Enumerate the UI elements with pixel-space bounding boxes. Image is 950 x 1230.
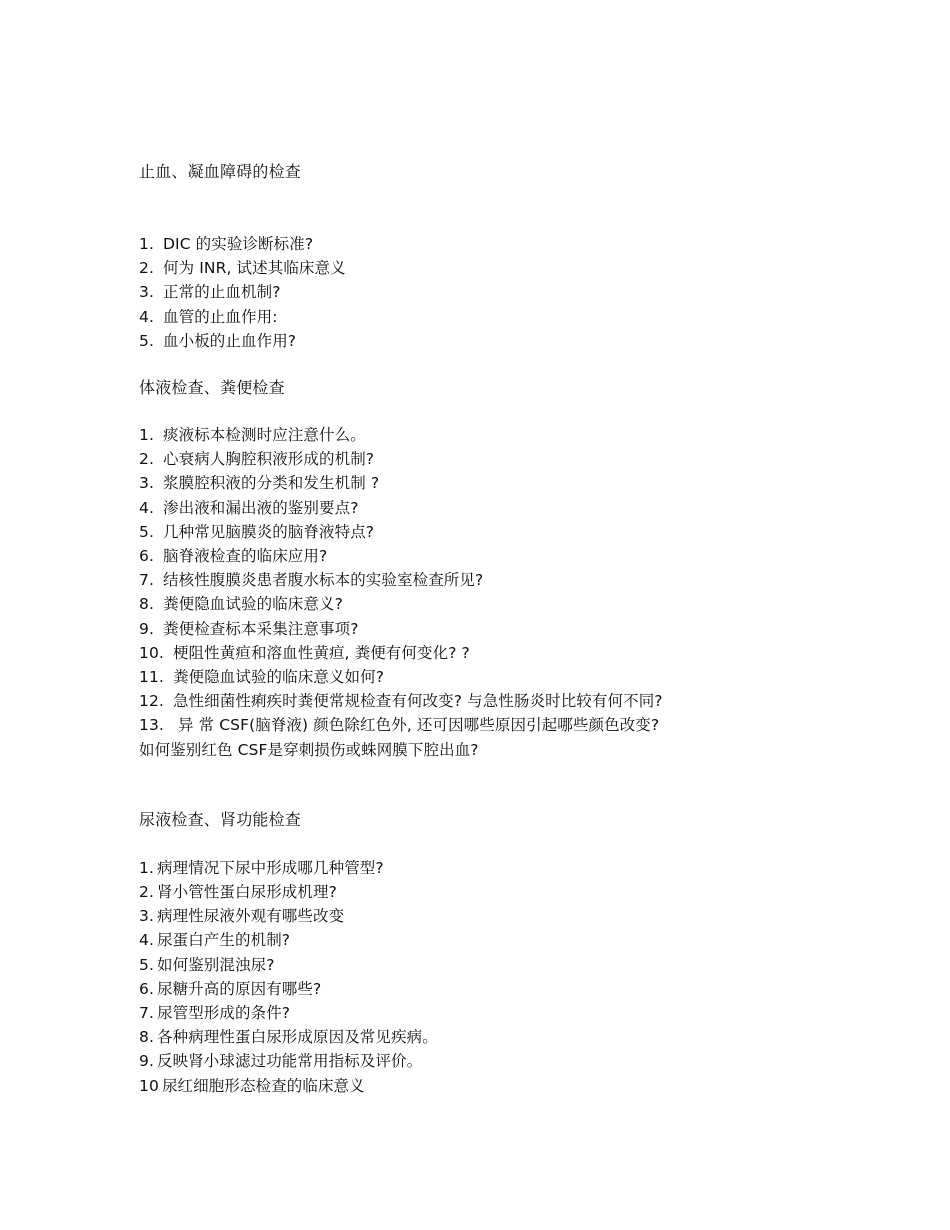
list-item [139, 1074, 839, 1098]
item-text: 粪便检查标本采集注意事项? [163, 619, 359, 638]
item-number: 10. [139, 643, 164, 662]
list-item [139, 856, 839, 880]
list-item [139, 232, 839, 256]
section-title-urine: 尿液检查、肾功能检查 [139, 809, 302, 829]
item-number: 3. [139, 907, 154, 926]
item-number: 6. [139, 979, 154, 998]
question-list-hemostasis [139, 232, 839, 353]
item-number: 4. [139, 498, 154, 517]
list-item [139, 617, 839, 641]
item-number: 12. [139, 692, 164, 711]
list-item [139, 953, 839, 977]
item-number: 4. [139, 931, 154, 950]
section-title-body-fluid: 体液检查、粪便检查 [139, 378, 285, 398]
section-title-hemostasis: 止血、凝血障碍的检查 [139, 162, 302, 181]
item-number: 1. [139, 235, 154, 253]
item-number: 11. [139, 668, 164, 687]
item-text: 心衰病人胸腔积液形成的机制? [163, 450, 375, 469]
item-number: 1. [139, 426, 154, 445]
item-text: 正常的止血机制? [163, 283, 281, 302]
list-item [139, 713, 839, 761]
item-text: 反映肾小球滤过功能常用指标及评价。 [157, 1052, 423, 1071]
item-text: 何为 INR, 试述其临床意义 [163, 259, 346, 278]
item-number: 3. [139, 283, 154, 302]
item-text: 尿糖升高的原因有哪些? [157, 979, 322, 998]
item-text: 病理性尿液外观有哪些改变 [157, 907, 345, 926]
item-number: 8. [139, 1028, 154, 1047]
document-content [139, 160, 839, 1098]
item-number: 5. [139, 331, 154, 350]
list-item [139, 520, 839, 544]
item-text: 急性细菌性痢疾时粪便常规检查有何改变? 与急性肠炎时比较有何不同? [172, 692, 663, 711]
list-item [139, 280, 839, 304]
list-item [139, 496, 839, 520]
item-number: 6. [139, 547, 154, 566]
item-number: 9. [139, 619, 154, 638]
item-text: 几种常见脑膜炎的脑脊液特点? [163, 522, 375, 541]
list-item [139, 1001, 839, 1025]
item-number: 9. [139, 1052, 154, 1071]
list-item [139, 641, 839, 665]
question-list-body-fluid [139, 423, 839, 762]
item-text: 尿蛋白产生的机制? [157, 931, 291, 950]
list-item [139, 928, 839, 952]
item-text: 粪便隐血试验的临床意义? [163, 595, 343, 614]
list-item [139, 689, 839, 713]
item-text: 肾小管性蛋白尿形成机理? [157, 883, 337, 902]
item-text: 血管的止血作用: [163, 307, 278, 326]
item-text-continuation: 如何鉴别红色 CSF是穿刺损伤或蛛网膜下腔出血? [139, 740, 479, 759]
list-item [139, 568, 839, 592]
item-text: 梗阻性黄疸和溶血性黄疸, 粪便有何变化? ? [172, 643, 470, 662]
question-list-urine [139, 856, 839, 1098]
list-item [139, 977, 839, 1001]
item-number: 5. [139, 955, 154, 974]
list-item [139, 904, 839, 928]
item-number: 3. [139, 474, 154, 493]
list-item [139, 471, 839, 495]
item-text: 粪便隐血试验的临床意义如何? [172, 668, 385, 687]
item-number: 2. [139, 450, 154, 469]
list-item [139, 447, 839, 471]
item-number: 2. [139, 259, 154, 278]
list-item [139, 592, 839, 616]
item-text: 浆膜腔积液的分类和发生机制 ? [163, 474, 380, 493]
item-text: 尿管型形成的条件? [157, 1004, 291, 1023]
item-number: 8. [139, 595, 154, 614]
item-text: 痰液标本检测时应注意什么。 [163, 426, 366, 445]
list-item [139, 305, 839, 329]
item-text: 各种病理性蛋白尿形成原因及常见疾病。 [157, 1028, 438, 1047]
item-number: 4. [139, 307, 154, 326]
list-item [139, 256, 839, 280]
item-number: 10 [139, 1076, 159, 1095]
item-number: 13. [139, 716, 164, 735]
item-number: 7. [139, 1004, 154, 1023]
item-number: 1. [139, 858, 154, 877]
item-text: 脑脊液检查的临床应用? [163, 547, 328, 566]
item-number: 5. [139, 522, 154, 541]
list-item [139, 329, 839, 353]
item-number: 7. [139, 571, 154, 590]
item-text: 结核性腹膜炎患者腹水标本的实验室检查所见? [163, 571, 484, 590]
list-item [139, 544, 839, 568]
list-item [139, 1025, 839, 1049]
list-item [139, 665, 839, 689]
list-item [139, 1049, 839, 1073]
item-text: 病理情况下尿中形成哪几种管型? [157, 858, 384, 877]
item-number: 2. [139, 883, 154, 902]
item-text: DIC 的实验诊断标准? [163, 235, 314, 253]
item-text: 尿红细胞形态检查的临床意义 [161, 1076, 365, 1095]
list-item [139, 423, 839, 447]
item-text: 血小板的止血作用? [163, 331, 297, 350]
item-text: 如何鉴别混浊尿? [157, 955, 275, 974]
item-text: 渗出液和漏出液的鉴别要点? [163, 498, 359, 517]
list-item [139, 880, 839, 904]
item-text: 异 常 CSF(脑脊液) 颜色除红色外, 还可因哪些原因引起哪些颜色改变? [172, 716, 660, 735]
